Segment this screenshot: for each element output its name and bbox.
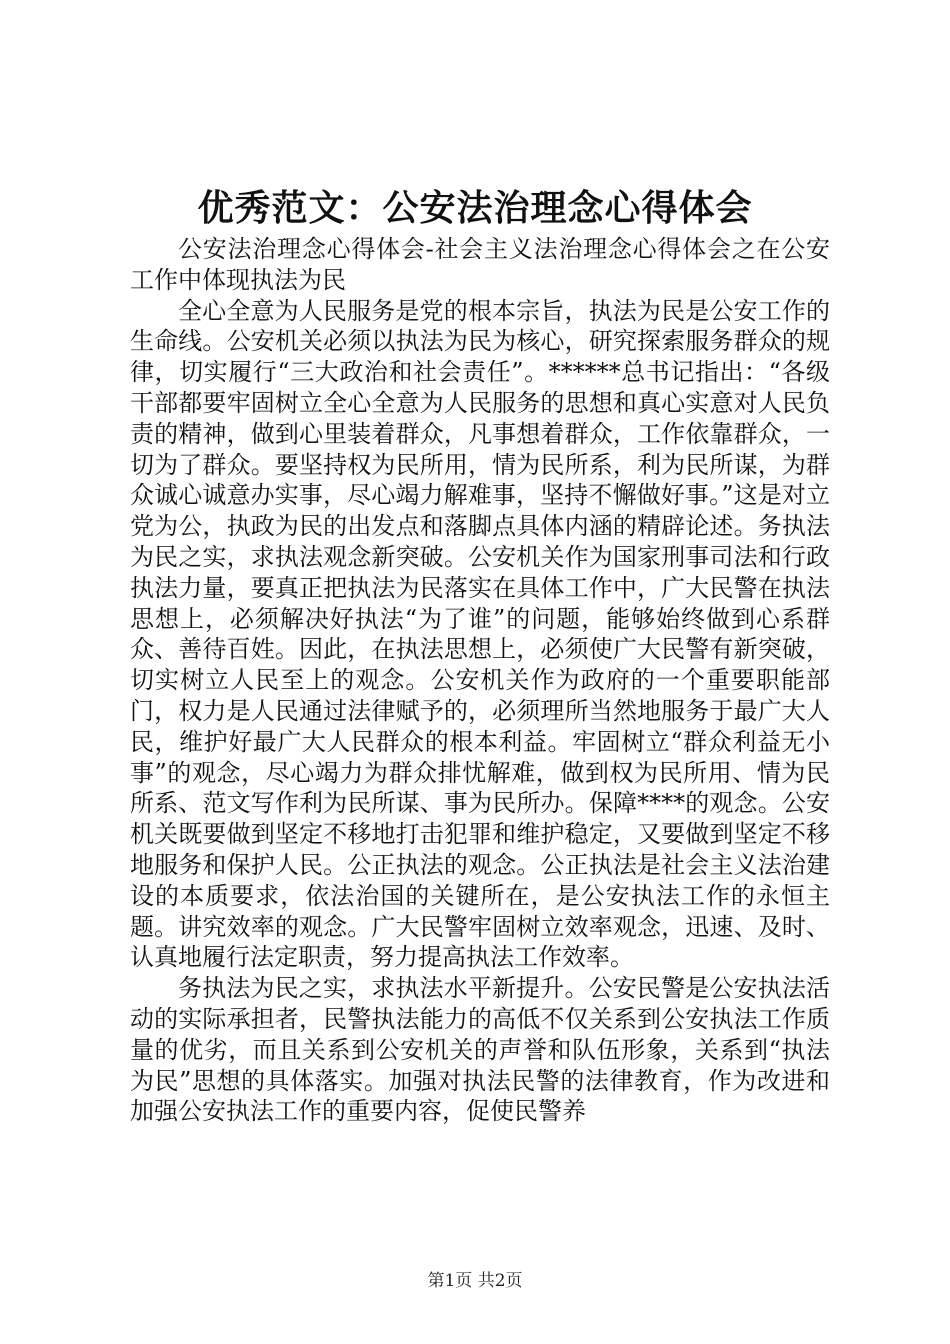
continued-paragraph: 务执法为民之实，求执法水平新提升。公安民警是公安执法活动的实际承担者，民警执法能力的高低不仅关系到公安执法工作质量的优劣，而且关系到公安机关的声誉和队伍形象，关系到“执法为民”思想的具体落实。加强对执法民警的法律教育，作为改进和加强公安执法工作的重要内容，促使民警养 — [130, 974, 830, 1126]
page-footer: 第1页 共2页 — [427, 1271, 523, 1291]
intro-paragraph: 公安法治理念心得体会-社会主义法治理念心得体会之在公安工作中体现执法为民 — [130, 235, 830, 294]
document-title: 优秀范文：公安法治理念心得体会 — [197, 187, 753, 229]
document-body — [130, 234, 830, 1127]
main-paragraph: 全心全意为人民服务是党的根本宗旨，执法为民是公安工作的生命线。公安机关必须以执法为民为核心，研究探索服务群众的规律，切实履行“三大政治和社会责任”。******总书记指出：“各级干部都要牢固树立全心全意为人民服务的思想和真心实意对人民负责的精神，做到心里装着群众，凡事想着群众，工作依靠群众，一切为了群众。要坚持权为民所用，情为民所系，利为民所谋，为群众诚心诚意办实事，尽心竭力解难事，坚持不懈做好事。”这是对立党为公，执政为民的出发点和落脚点具体内涵的精辟论述。务执法为民之实，求执法观念新突破。公安机关作为国家刑事司法和行政执法力量，要真正把执法为民落实在具体工作中，广大民警在执法思想上，必须解决好执法“为了谁”的问题，能够始终做到心系群众、善待百姓。因此，在执法思想上，必须使广大民警有新突破，切实树立人民至上的观念。公安机关作为政府的一个重要职能部门，权力是人民通过法律赋予的，必须理所当然地服务于最广大人民，维护好最广大人民群众的根本利益。牢固树立“群众利益无小事”的观念，尽心竭力为群众排忧解难，做到权为民所用、情为民所系、范文写作利为民所谋、事为民所办。保障****的观念。公安机关既要做到坚定不移地打击犯罪和维护稳定，又要做到坚定不移地服务和保护人民。公正执法的观念。公正执法是社会主义法治建设的本质要求，依法治国的关键所在，是公安执法工作的永恒主题。讲究效率的观念。广大民警牢固树立效率观念，迅速、及时、认真地履行法定职责，努力提高执法工作效率。 — [130, 296, 830, 972]
